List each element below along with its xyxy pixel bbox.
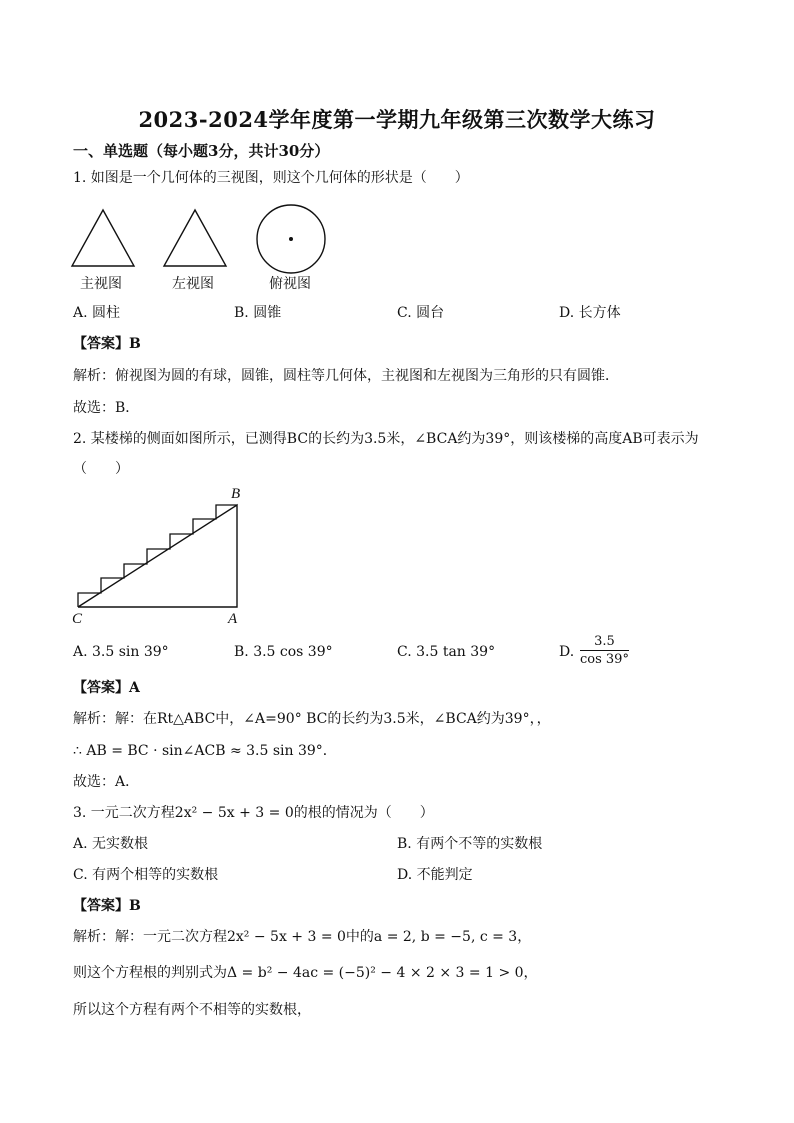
q3-analysis-line2: 则这个方程根的判别式为Δ = b² − 4ac = (−5)² − 4 × 2 × 3 = 1 > 0， xyxy=(73,965,538,981)
q3-analysis-line3: 所以这个方程有两个不相等的实数根， xyxy=(73,1002,311,1018)
q3-option-c: C. 有两个相等的实数根 xyxy=(73,867,219,883)
q2-analysis-line1: 解析：解：在Rt△ABC中，∠A=90° BC的长约为3.5米，∠BCA约为39°，， xyxy=(73,711,551,727)
q1-view-label-side: 左视图 xyxy=(172,276,214,292)
q2-option-b: B. 3.5 cos 39° xyxy=(234,644,333,660)
section-heading: 一、单选题（每小题3分，共计30分） xyxy=(73,142,330,160)
q1-option-a: A. 圆柱 xyxy=(73,305,121,321)
q1-option-c: C. 圆台 xyxy=(397,305,445,321)
q2-answer: 【答案】A xyxy=(73,680,140,696)
q1-side-view-figure xyxy=(162,208,228,268)
q3-answer: 【答案】B xyxy=(73,898,141,914)
q1-view-label-front: 主视图 xyxy=(80,276,122,292)
q2-option-c: C. 3.5 tan 39° xyxy=(397,644,496,660)
q3-option-a: A. 无实数根 xyxy=(73,836,149,852)
q3-option-d: D. 不能判定 xyxy=(397,867,473,883)
q1-choice: 故选：B． xyxy=(73,400,140,416)
q2-option-d: D. xyxy=(559,644,575,660)
q1-option-b: B. 圆锥 xyxy=(234,305,282,321)
document-title: 2023-2024学年度第一学期九年级第三次数学大练习 xyxy=(138,107,656,132)
q3-analysis-line1: 解析：解：一元二次方程2x² − 5x + 3 = 0中的a = 2, b = −5, c = 3， xyxy=(73,929,532,945)
q2-analysis-line2: ∴ AB = BC · sin∠ACB ≈ 3.5 sin 39°． xyxy=(73,743,337,759)
q2-option-d-numerator: 3.5 xyxy=(580,634,629,651)
q1-analysis: 解析：俯视图为圆的有球，圆锥，圆柱等几何体，主视图和左视图为三角形的只有圆锥． xyxy=(73,368,619,384)
q1-answer: 【答案】B xyxy=(73,336,141,352)
q2-staircase-figure xyxy=(70,485,250,625)
q1-front-view-figure xyxy=(70,208,136,268)
q1-top-view-figure xyxy=(255,203,327,275)
q3-option-b: B. 有两个不等的实数根 xyxy=(397,836,543,852)
q1-stem: 1. 如图是一个几何体的三视图，则这个几何体的形状是（ ） xyxy=(73,170,469,186)
q2-option-a: A. 3.5 sin 39° xyxy=(73,644,169,660)
q2-option-d-denominator: cos 39° xyxy=(580,652,629,667)
q1-option-d: D. 长方体 xyxy=(559,305,621,321)
q2-point-label-b: B xyxy=(231,486,241,502)
q2-stem-line1: 2. 某楼梯的侧面如图所示，已测得BC的长约为3.5米，∠BCA约为39°，则该楼梯的高度AB可表示为 xyxy=(73,431,699,447)
q2-stem-line2: （ ） xyxy=(73,461,129,477)
q3-stem: 3. 一元二次方程2x² − 5x + 3 = 0的根的情况为（ ） xyxy=(73,805,434,821)
q2-choice: 故选：A． xyxy=(73,774,140,790)
q2-point-label-a: A xyxy=(228,611,238,627)
q1-view-label-top: 俯视图 xyxy=(269,276,311,292)
q2-point-label-c: C xyxy=(72,611,83,627)
q2-option-d-fraction xyxy=(580,634,629,667)
